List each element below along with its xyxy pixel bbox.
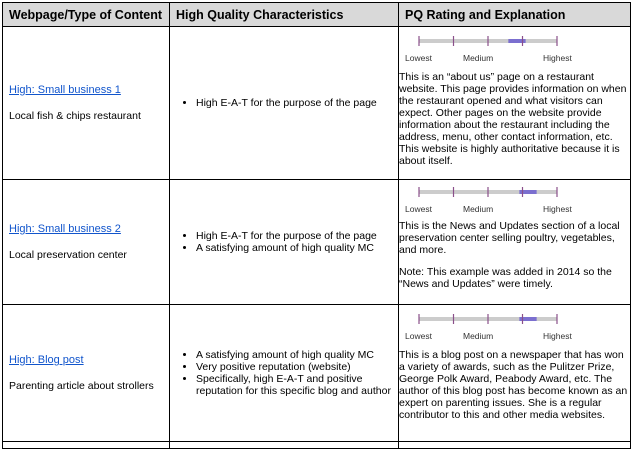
scale-label-highest: Highest — [543, 204, 572, 214]
rating-cell — [399, 27, 631, 180]
empty-cell — [170, 442, 399, 449]
list-item: • High E-A-T for the purpose of the page — [196, 97, 392, 109]
scale-label-lowest: Lowest — [405, 53, 432, 63]
rating-cell — [399, 180, 631, 305]
rating-explanation — [399, 349, 630, 421]
content-description: Local preservation center — [9, 249, 127, 261]
rating-explanation — [399, 71, 630, 167]
list-item: • High E-A-T for the purpose of the page — [196, 230, 392, 242]
content-description: Parenting article about strollers — [9, 380, 154, 392]
characteristics-list — [170, 97, 398, 109]
table-row — [3, 27, 631, 180]
characteristics-cell — [170, 305, 399, 442]
list-item: • A satisfying amount of high quality MC — [196, 242, 392, 254]
list-item: • Specifically, high E-A-T and positive reputation for this specific blog and author — [196, 373, 392, 397]
rating-explanation — [399, 220, 630, 290]
characteristics-list — [170, 230, 398, 254]
example-link[interactable]: High: Blog post — [9, 354, 84, 366]
rating-slider-graphic — [399, 33, 569, 53]
table-row — [3, 305, 631, 442]
rating-slider-graphic — [399, 184, 569, 204]
example-link[interactable]: High: Small business 2 — [9, 223, 121, 235]
scale-label-medium: Medium — [463, 53, 494, 63]
pq-rating-scale — [399, 311, 630, 343]
scale-label-medium: Medium — [463, 204, 494, 214]
pq-rating-scale — [399, 184, 630, 216]
list-item: • A satisfying amount of high quality MC — [196, 349, 392, 361]
empty-cell — [3, 442, 170, 449]
explanation-paragraph: This is the News and Updates section of a local preservation center selling poultry, vegetables, and more. — [399, 220, 620, 256]
rating-cell — [399, 305, 631, 442]
scale-label-highest: Highest — [543, 53, 572, 63]
explanation-paragraph: This is a blog post on a newspaper that has won a variety of awards, such as the Pulitzer Prize, George Polk Award, Peabody Award, etc. The author of this blog post has become known as an expert on parenting issues. She is a regular contributor to this and other media websites. — [399, 349, 628, 421]
empty-cell — [399, 442, 631, 449]
table-row — [3, 180, 631, 305]
scale-label-lowest: Lowest — [405, 204, 432, 214]
characteristics-cell — [170, 180, 399, 305]
page-quality-table — [2, 2, 631, 449]
webpage-cell — [3, 27, 170, 180]
scale-label-medium: Medium — [463, 331, 494, 341]
pq-rating-scale — [399, 33, 630, 65]
table-row — [3, 442, 631, 449]
list-item: • Very positive reputation (website) — [196, 361, 392, 373]
webpage-cell — [3, 305, 170, 442]
scale-label-highest: Highest — [543, 331, 572, 341]
content-description: Local fish & chips restaurant — [9, 110, 141, 122]
webpage-cell — [3, 180, 170, 305]
characteristics-cell — [170, 27, 399, 180]
explanation-paragraph: Note: This example was added in 2014 so the “News and Updates” were timely. — [399, 266, 612, 290]
header-webpage-type: Webpage/Type of Content — [3, 3, 170, 27]
rating-slider-graphic — [399, 311, 569, 331]
scale-label-lowest: Lowest — [405, 331, 432, 341]
explanation-paragraph: This is an “about us” page on a restaurant website. This page provides information on when the restaurant opened and what visitors can expect. Other pages on the website provide information about the restaurant including the address, menu, other contact information, etc. This website is highly authoritative because it is about itself. — [399, 71, 627, 167]
example-link[interactable]: High: Small business 1 — [9, 84, 121, 96]
table-header-row — [3, 3, 631, 27]
header-pq-rating: PQ Rating and Explanation — [399, 3, 631, 27]
characteristics-list — [170, 349, 398, 397]
header-high-quality: High Quality Characteristics — [170, 3, 399, 27]
